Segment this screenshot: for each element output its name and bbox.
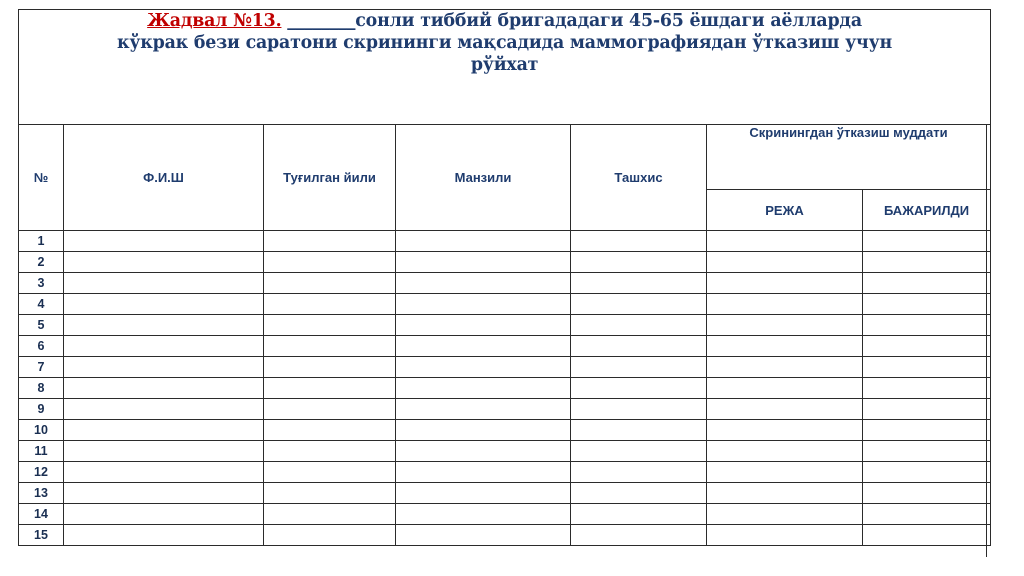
diagnosis-cell[interactable]: [571, 399, 707, 420]
name-cell[interactable]: [64, 315, 264, 336]
address-cell[interactable]: [396, 252, 571, 273]
diagnosis-cell[interactable]: [571, 294, 707, 315]
table-row: [19, 231, 991, 252]
birth-year-cell[interactable]: [264, 378, 396, 399]
birth-year-cell[interactable]: [264, 294, 396, 315]
diagnosis-cell[interactable]: [571, 462, 707, 483]
row-number: 4: [19, 294, 64, 315]
table-row: [19, 483, 991, 504]
diagnosis-cell[interactable]: [571, 357, 707, 378]
done-cell[interactable]: [863, 525, 991, 546]
name-cell[interactable]: [64, 483, 264, 504]
row-number: 14: [19, 504, 64, 525]
done-cell[interactable]: [863, 336, 991, 357]
plan-cell[interactable]: [707, 441, 863, 462]
plan-cell[interactable]: [707, 357, 863, 378]
birth-year-cell[interactable]: [264, 525, 396, 546]
address-cell[interactable]: [396, 399, 571, 420]
done-cell[interactable]: [863, 315, 991, 336]
name-cell[interactable]: [64, 294, 264, 315]
diagnosis-cell[interactable]: [571, 336, 707, 357]
table-title: [19, 10, 991, 125]
table-row: [19, 399, 991, 420]
header-name: Ф.И.Ш: [64, 125, 264, 231]
title-line-1: сонли тиббий бригададаги 45-65 ёшдаги аёлларда: [355, 11, 862, 31]
diagnosis-cell[interactable]: [571, 504, 707, 525]
birth-year-cell[interactable]: [264, 420, 396, 441]
row-number: 3: [19, 273, 64, 294]
address-cell[interactable]: [396, 315, 571, 336]
table-number: Жадвал №13.: [147, 11, 282, 31]
plan-cell[interactable]: [707, 504, 863, 525]
row-number: 7: [19, 357, 64, 378]
row-number: 1: [19, 231, 64, 252]
name-cell[interactable]: [64, 399, 264, 420]
done-cell[interactable]: [863, 504, 991, 525]
done-cell[interactable]: [863, 273, 991, 294]
diagnosis-cell[interactable]: [571, 525, 707, 546]
plan-cell[interactable]: [707, 294, 863, 315]
done-cell[interactable]: [863, 357, 991, 378]
header-number: №: [19, 125, 64, 231]
diagnosis-cell[interactable]: [571, 378, 707, 399]
header-birth-year: Туғилган йили: [264, 125, 396, 231]
name-cell[interactable]: [64, 336, 264, 357]
plan-cell[interactable]: [707, 399, 863, 420]
done-cell[interactable]: [863, 378, 991, 399]
plan-cell[interactable]: [707, 252, 863, 273]
name-cell[interactable]: [64, 504, 264, 525]
title-line-2: кўкрак бези саратони скрининги мақсадида маммографиядан ўтказиш учун: [116, 33, 893, 53]
table-row: [19, 336, 991, 357]
done-cell[interactable]: [863, 462, 991, 483]
address-cell[interactable]: [396, 357, 571, 378]
name-cell[interactable]: [64, 273, 264, 294]
plan-cell[interactable]: [707, 483, 863, 504]
diagnosis-cell[interactable]: [571, 252, 707, 273]
done-cell[interactable]: [863, 231, 991, 252]
name-cell[interactable]: [64, 525, 264, 546]
brigade-blank: ________: [281, 11, 356, 31]
address-cell[interactable]: [396, 336, 571, 357]
title-line-3: рўйхат: [470, 55, 539, 75]
diagnosis-cell[interactable]: [571, 315, 707, 336]
birth-year-cell[interactable]: [264, 336, 396, 357]
plan-cell[interactable]: [707, 462, 863, 483]
birth-year-cell[interactable]: [264, 462, 396, 483]
table-row: [19, 378, 991, 399]
diagnosis-cell[interactable]: [571, 441, 707, 462]
name-cell[interactable]: [64, 252, 264, 273]
plan-cell[interactable]: [707, 273, 863, 294]
table-row: [19, 315, 991, 336]
row-number: 12: [19, 462, 64, 483]
name-cell[interactable]: [64, 357, 264, 378]
table-row: [19, 504, 991, 525]
name-cell[interactable]: [64, 231, 264, 252]
address-cell[interactable]: [396, 504, 571, 525]
row-number: 15: [19, 525, 64, 546]
name-cell[interactable]: [64, 441, 264, 462]
address-cell[interactable]: [396, 525, 571, 546]
header-diagnosis: Ташхис: [571, 125, 707, 231]
header-screening-period: Скринингдан ўтказиш муддати: [707, 125, 991, 190]
birth-year-cell[interactable]: [264, 315, 396, 336]
header-address: Манзили: [396, 125, 571, 231]
done-cell[interactable]: [863, 399, 991, 420]
birth-year-cell[interactable]: [264, 504, 396, 525]
address-cell[interactable]: [396, 273, 571, 294]
row-number: 6: [19, 336, 64, 357]
row-number: 10: [19, 420, 64, 441]
table-row: [19, 273, 991, 294]
table-row: [19, 252, 991, 273]
plan-cell[interactable]: [707, 525, 863, 546]
table-row: [19, 441, 991, 462]
birth-year-cell[interactable]: [264, 441, 396, 462]
birth-year-cell[interactable]: [264, 252, 396, 273]
right-border-strip: [986, 125, 991, 557]
name-cell[interactable]: [64, 420, 264, 441]
table-row: [19, 525, 991, 546]
done-cell[interactable]: [863, 420, 991, 441]
birth-year-cell[interactable]: [264, 357, 396, 378]
row-number: 13: [19, 483, 64, 504]
row-number: 8: [19, 378, 64, 399]
header-row-top: [19, 125, 991, 190]
address-cell[interactable]: [396, 462, 571, 483]
diagnosis-cell[interactable]: [571, 483, 707, 504]
header-done: БАЖАРИЛДИ: [863, 190, 991, 231]
plan-cell[interactable]: [707, 231, 863, 252]
birth-year-cell[interactable]: [264, 273, 396, 294]
birth-year-cell[interactable]: [264, 399, 396, 420]
table-row: [19, 294, 991, 315]
birth-year-cell[interactable]: [264, 483, 396, 504]
done-cell[interactable]: [863, 441, 991, 462]
plan-cell[interactable]: [707, 315, 863, 336]
plan-cell[interactable]: [707, 378, 863, 399]
done-cell[interactable]: [863, 294, 991, 315]
address-cell[interactable]: [396, 378, 571, 399]
table-row: [19, 462, 991, 483]
address-cell[interactable]: [396, 420, 571, 441]
birth-year-cell[interactable]: [264, 231, 396, 252]
done-cell[interactable]: [863, 483, 991, 504]
address-cell[interactable]: [396, 483, 571, 504]
diagnosis-cell[interactable]: [571, 231, 707, 252]
name-cell[interactable]: [64, 378, 264, 399]
address-cell[interactable]: [396, 441, 571, 462]
data-rows: [19, 231, 991, 546]
address-cell[interactable]: [396, 294, 571, 315]
name-cell[interactable]: [64, 462, 264, 483]
row-number: 11: [19, 441, 64, 462]
row-number: 9: [19, 399, 64, 420]
table-row: [19, 357, 991, 378]
header-plan: РЕЖА: [707, 190, 863, 231]
mammography-screening-table: [18, 9, 991, 546]
plan-cell[interactable]: [707, 336, 863, 357]
plan-cell[interactable]: [707, 420, 863, 441]
row-number: 2: [19, 252, 64, 273]
table-row: [19, 420, 991, 441]
row-number: 5: [19, 315, 64, 336]
address-cell[interactable]: [396, 231, 571, 252]
diagnosis-cell[interactable]: [571, 273, 707, 294]
title-row: [19, 10, 991, 125]
diagnosis-cell[interactable]: [571, 420, 707, 441]
done-cell[interactable]: [863, 252, 991, 273]
